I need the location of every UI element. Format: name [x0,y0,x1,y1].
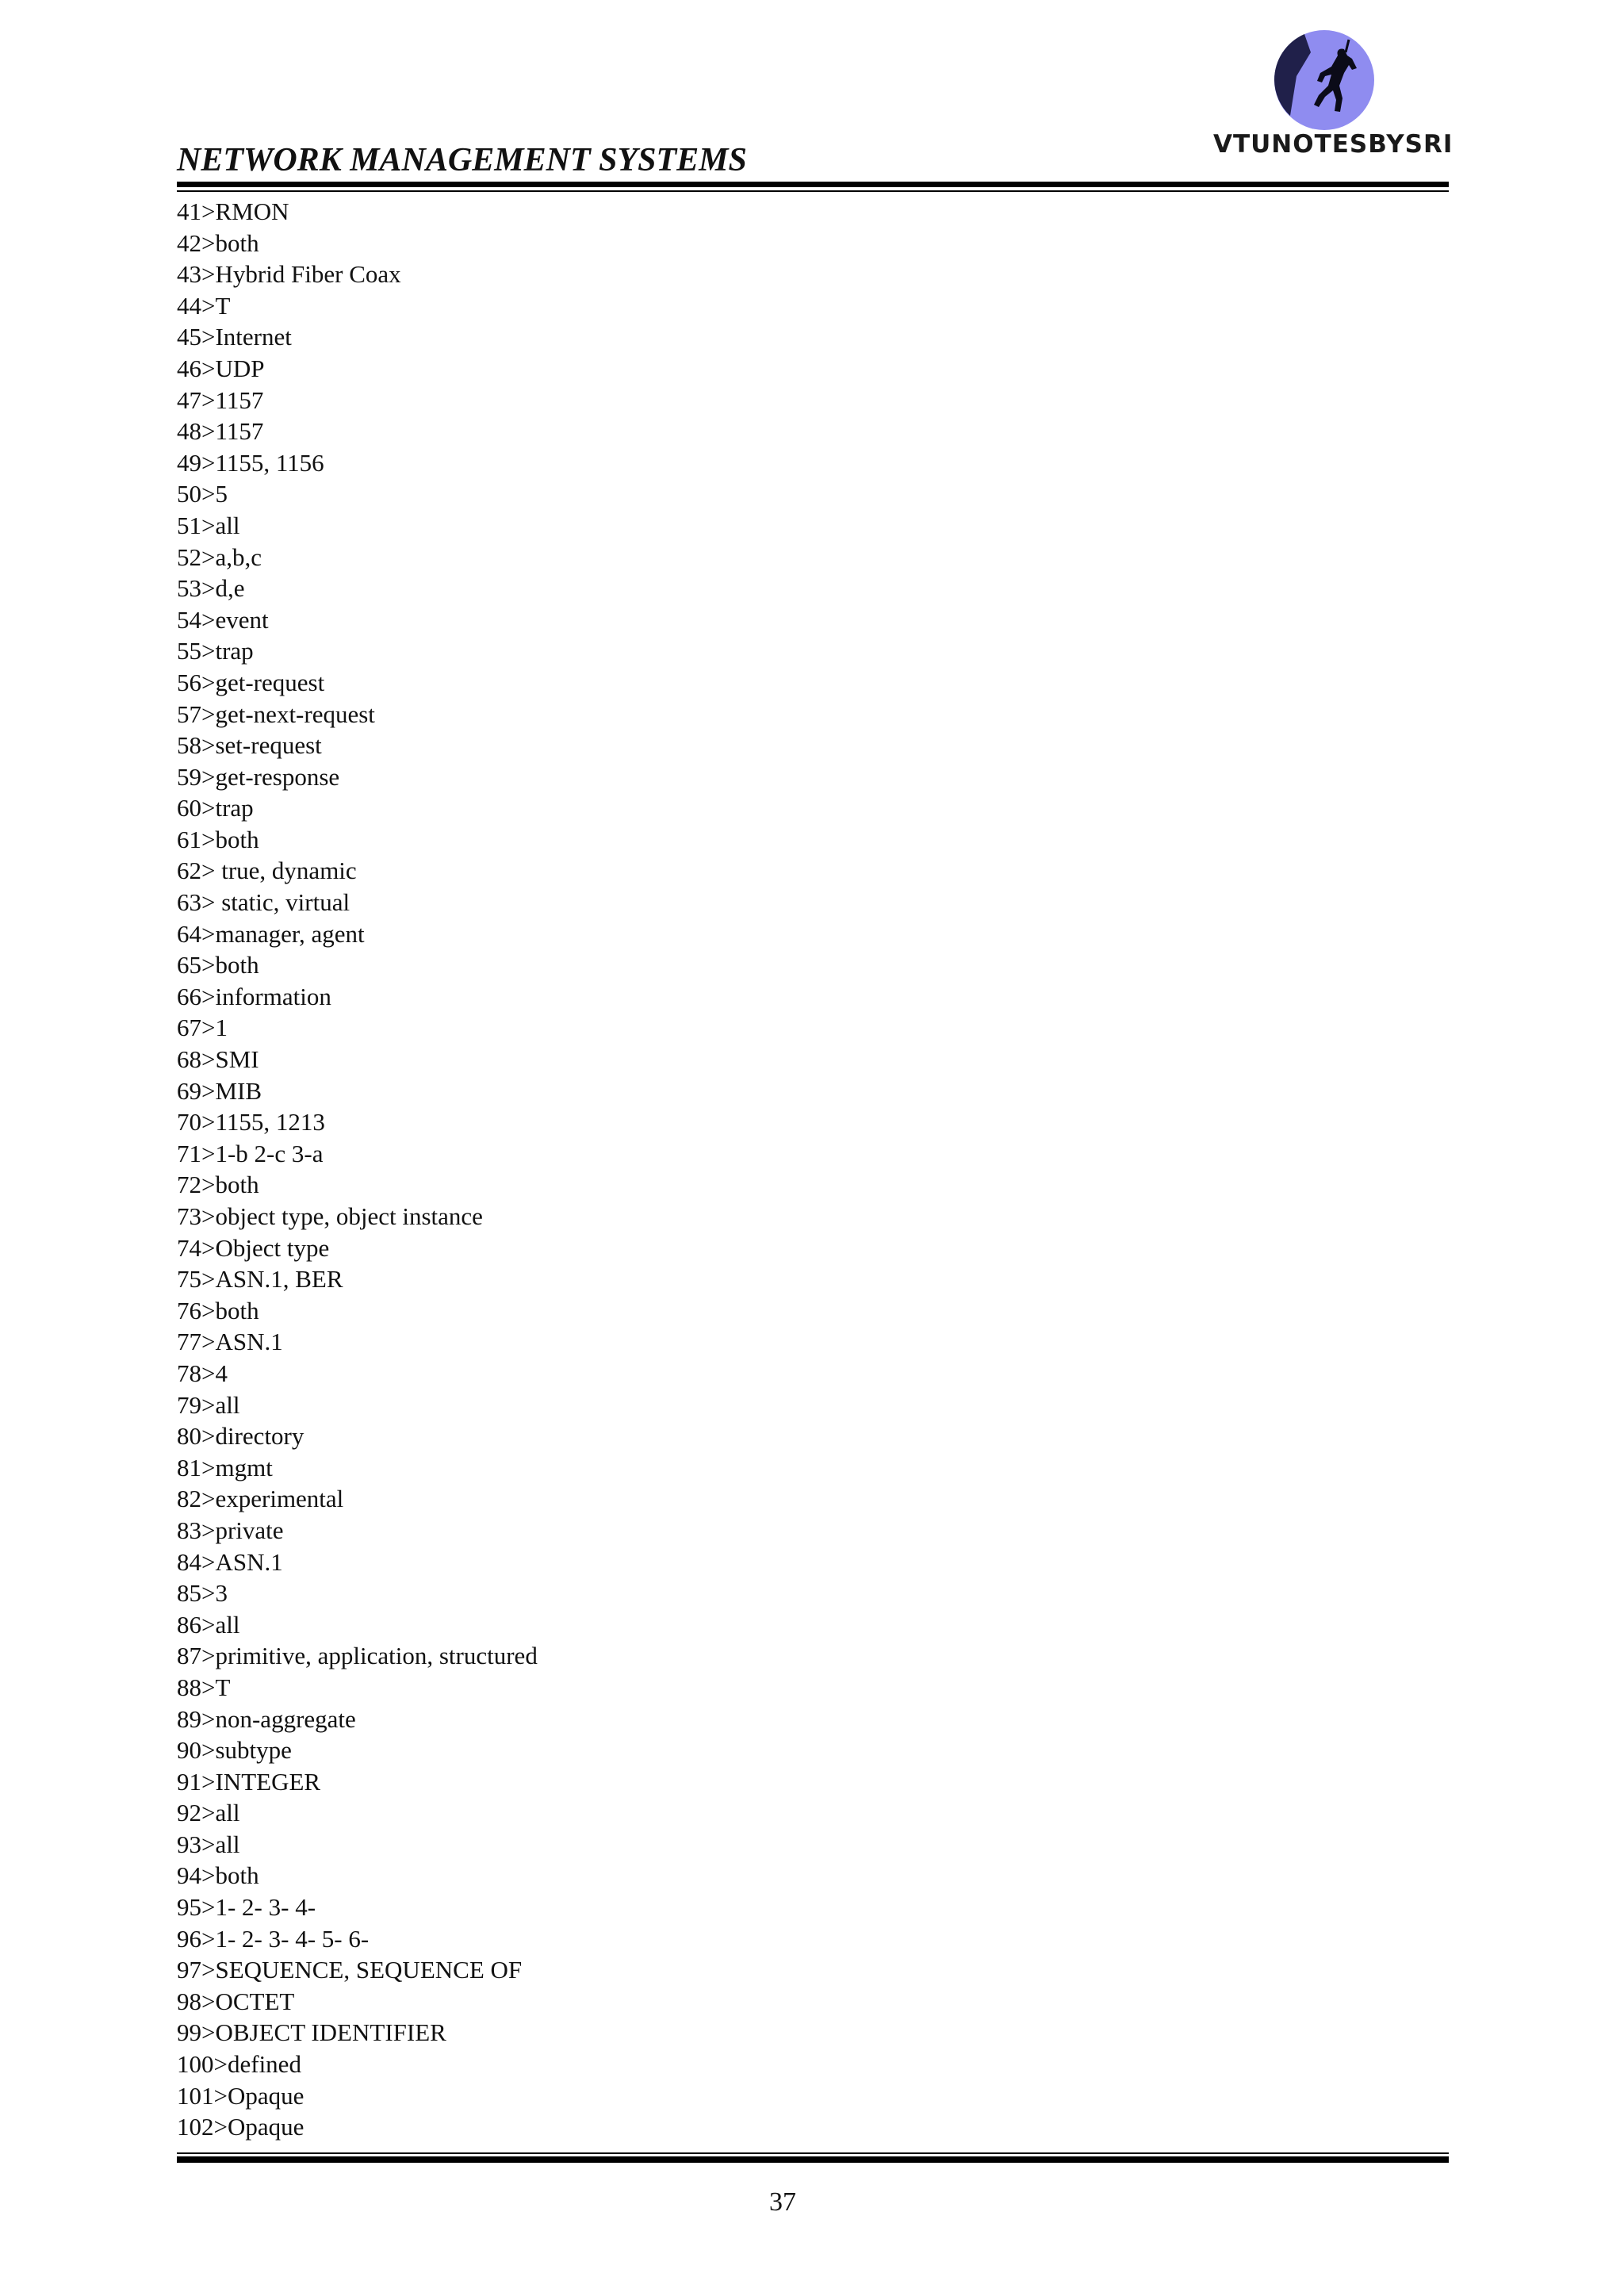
answer-item: 93>all [177,1830,240,1858]
answer-item: 57>get-next-request [177,700,375,728]
answer-item: 77>ASN.1 [177,1328,283,1356]
answer-item: 67>1 [177,1014,228,1042]
answer-item: 92>all [177,1799,240,1827]
answer-item: 102>Opaque [177,2113,304,2141]
climber-silhouette-icon [1273,29,1376,132]
footer-rule-thick [177,2156,1449,2163]
answer-item: 76>both [177,1296,259,1324]
answer-item: 95>1- 2- 3- 4- [177,1893,316,1922]
answer-item: 62> true, dynamic [177,857,357,885]
answer-item: 88>T [177,1673,231,1701]
answer-item: 60>trap [177,794,254,822]
logo [1213,29,1454,163]
answer-item: 46>UDP [177,354,265,382]
answer-item: 53>d,e [177,574,245,603]
answer-item: 85>3 [177,1579,228,1608]
answer-item: 61>both [177,825,259,853]
answer-list [177,196,538,2143]
answer-item: 59>get-response [177,762,340,791]
answer-item: 81>mgmt [177,1453,273,1481]
logo-text: VTUNOTESBYSRI [1213,130,1454,159]
answer-item: 56>get-request [177,668,325,696]
answer-item: 55>trap [177,637,254,665]
answer-item: 43>Hybrid Fiber Coax [177,260,401,289]
answer-item: 66>information [177,982,331,1010]
answer-item: 99>OBJECT IDENTIFIER [177,2018,446,2047]
answer-item: 41>RMON [177,197,289,225]
answer-item: 68>SMI [177,1045,259,1074]
answer-item: 78>4 [177,1359,228,1387]
answer-item: 50>5 [177,480,228,508]
answer-item: 74>Object type [177,1233,330,1262]
answer-item: 87>primitive, application, structured [177,1642,538,1670]
answer-item: 100>defined [177,2050,301,2079]
answer-item: 63> static, virtual [177,888,350,917]
page-header-title: NETWORK MANAGEMENT SYSTEMS [177,142,747,178]
answer-item: 86>all [177,1610,240,1639]
answer-item: 64>manager, agent [177,919,365,948]
answer-item: 96>1- 2- 3- 4- 5- 6- [177,1924,370,1953]
answer-item: 73>object type, object instance [177,1202,483,1230]
answer-item: 42>both [177,228,259,257]
answer-item: 54>event [177,605,269,634]
answer-item: 52>a,b,c [177,542,262,571]
answer-item: 49>1155, 1156 [177,448,324,477]
answer-item: 51>all [177,511,240,539]
answer-item: 101>Opaque [177,2081,304,2110]
answer-item: 80>directory [177,1422,304,1451]
answer-item: 72>both [177,1171,259,1199]
answer-item: 94>both [177,1861,259,1890]
answer-item: 75>ASN.1, BER [177,1265,343,1294]
page-number: 37 [769,2187,796,2217]
answer-item: 82>experimental [177,1485,344,1513]
answer-item: 98>OCTET [177,1987,295,2015]
answer-item: 71>1-b 2-c 3-a [177,1139,324,1167]
answer-item: 79>all [177,1390,240,1419]
header-rule-thin [177,190,1449,192]
answer-item: 90>subtype [177,1736,292,1765]
answer-item: 47>1157 [177,385,264,414]
footer-rule-thin [177,2152,1449,2154]
answer-item: 70>1155, 1213 [177,1108,325,1137]
answer-item: 83>private [177,1516,284,1544]
answer-item: 97>SEQUENCE, SEQUENCE OF [177,1956,523,1984]
answer-item: 48>1157 [177,417,264,446]
answer-item: 89>non-aggregate [177,1704,356,1733]
answer-item: 84>ASN.1 [177,1547,283,1576]
answer-item: 91>INTEGER [177,1767,321,1796]
answer-item: 69>MIB [177,1076,262,1105]
answer-item: 45>Internet [177,323,292,351]
answer-item: 65>both [177,951,259,979]
header-rule-thick [177,182,1449,187]
answer-item: 58>set-request [177,731,322,760]
answer-item: 44>T [177,291,231,320]
